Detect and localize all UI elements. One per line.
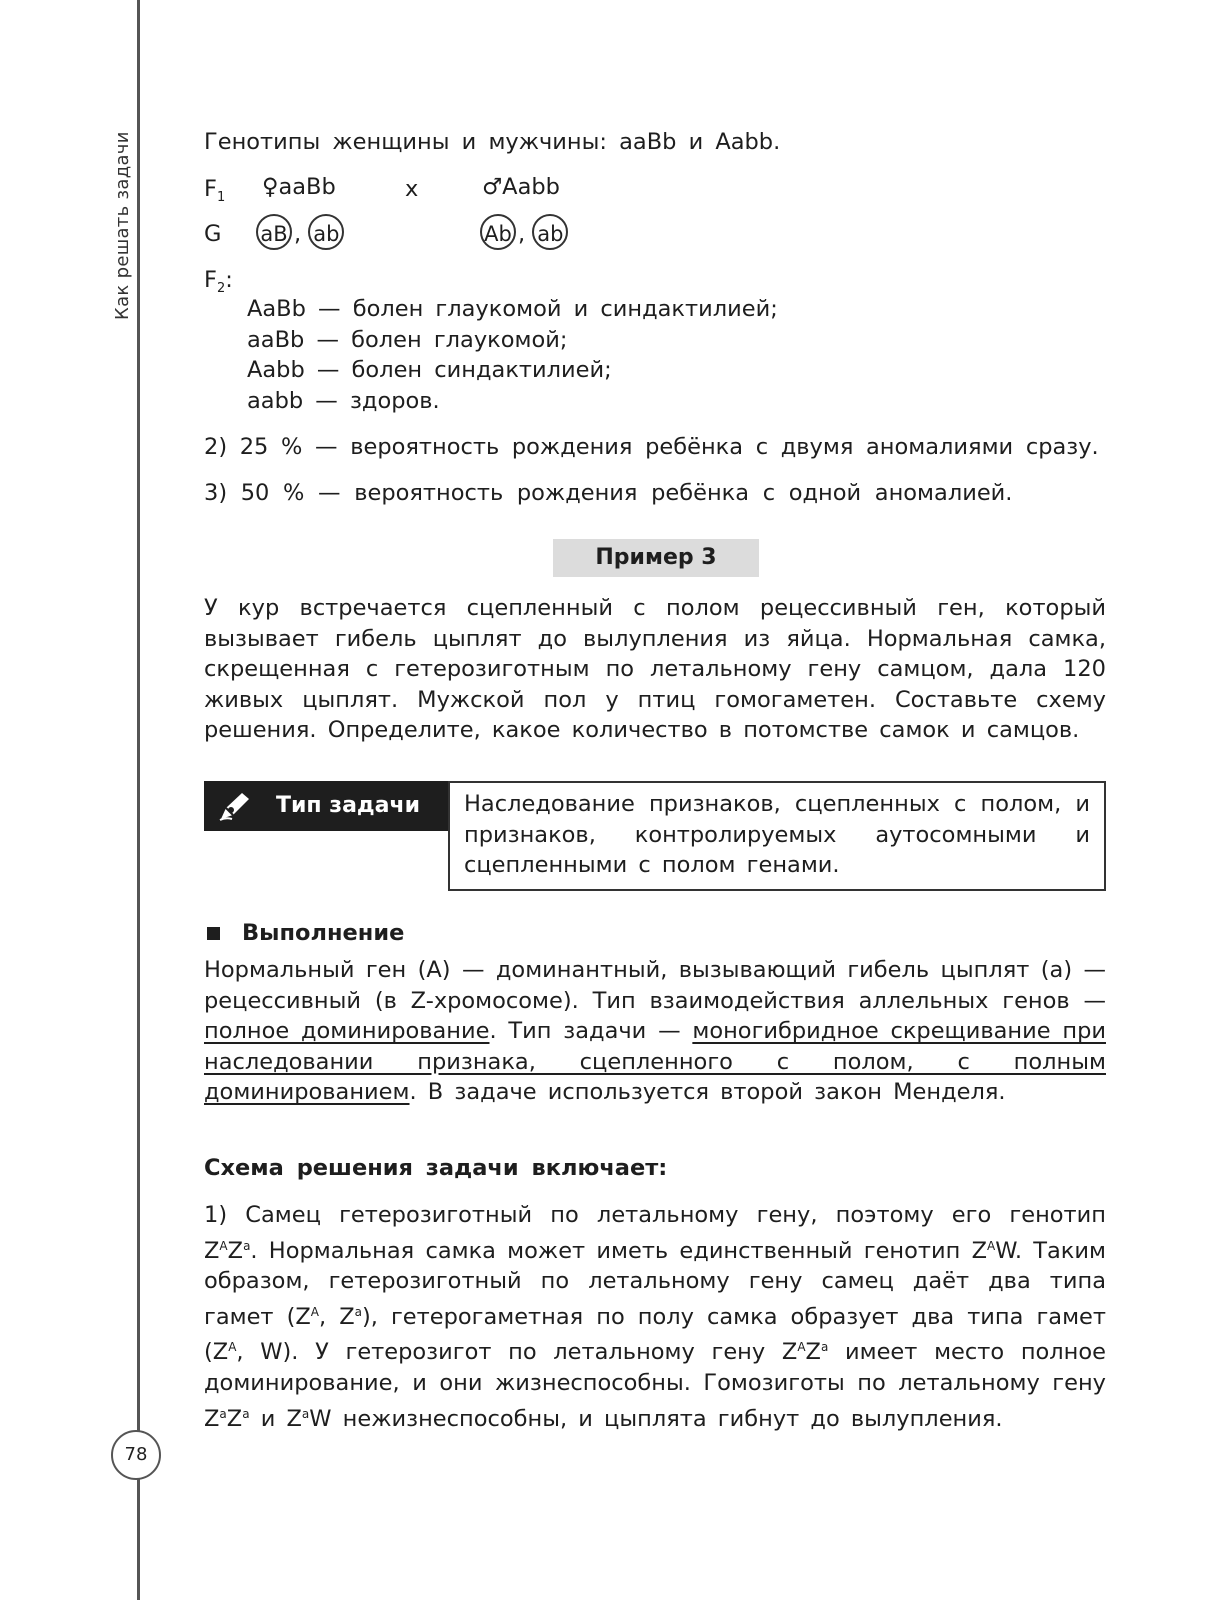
task-type-text: Наследование признаков, сцепленных с полом, и признаков, контролируемых аутосомными и сцепленными с полом генами. xyxy=(448,781,1106,891)
example-title: Пример 3 xyxy=(553,539,759,577)
male-gametes: Ab , ab xyxy=(480,214,570,254)
genotypes-line: Генотипы женщины и мужчины: aaBb и Aabb. xyxy=(204,129,781,155)
scheme-heading: Схема решения задачи включает: xyxy=(204,1155,668,1181)
gamete-circle: ab xyxy=(532,214,568,250)
side-section-title: Как решать задачи xyxy=(112,131,133,320)
offspring-line: AaBb — болен глаукомой и синдактилией; xyxy=(247,296,778,322)
section-bullet xyxy=(207,927,220,940)
margin-line xyxy=(137,0,140,1600)
answer-one-anomaly: 3) 50 % — вероятность рождения ребёнка с одной аномалией. xyxy=(204,480,1013,506)
problem-text: У кур встречается сцепленный с полом рецессивный ген, который вызывает гибель цыплят до вылупления из яйца. Нормальная самка, скрещенная с гетерозиготным по летальному гену самцом, дала 120 живых цыплят. Мужской пол у птиц гомогаметен. Составьте схему решения. Определите, какое количество в потомстве самок и самцов. xyxy=(204,595,1106,744)
gametes-label: G xyxy=(204,221,222,247)
gamete-circle: Ab xyxy=(480,214,516,250)
cross-sign: x xyxy=(405,176,419,202)
offspring-line: aaBb — болен глаукомой; xyxy=(247,327,568,353)
execution-text: Нормальный ген (А) — доминантный, вызывающий гибель цыплят (а) — рецессивный (в Z-хромосоме). Тип взаимодействия аллельных генов — полное доминирование. Тип задачи — моногибридное скрещивание при наследовании признака, сцепленного с полом, с полным доминированием. В задаче используется второй закон Менделя. xyxy=(204,957,1106,1106)
pen-icon xyxy=(218,790,252,822)
gamete-circle: ab xyxy=(308,214,344,250)
page-number: 78 xyxy=(111,1430,161,1480)
f2-label: $F_2$: xyxy=(204,267,233,296)
task-type-label: Тип задачи xyxy=(204,781,449,831)
f1-label: $F_1$ xyxy=(204,176,226,205)
scheme-step-1: 1) Самец гетерозиготный по летальному гену, поэтому его генотип $Z^AZ^a$. Нормальная самка может иметь единственный генотип $Z^AW$. Таким образом, гетерозиготный по летальному гену самец даёт два типа гамет ($Z^A$, $Z^a$), гетерогаметная по полу самка образует два типа гамет ($Z^A$, W). У гетерозигот по летальному гену $Z^AZ^a$ имеет место полное доминирование, и они жизнеспособны. Гомозиготы по летальному гену $Z^aZ^a$ и $Z^aW$ нежизнеспособны, и цыплята гибнут до вылупления. xyxy=(204,1202,1107,1432)
gamete-circle: aB xyxy=(256,214,292,250)
female-parent-genotype: ♀aaBb xyxy=(262,174,336,200)
offspring-line: aabb — здоров. xyxy=(247,388,440,414)
offspring-line: Aabb — болен синдактилией; xyxy=(247,357,612,383)
answer-two-anomalies: 2) 25 % — вероятность рождения ребёнка с двумя аномалиями сразу. xyxy=(204,434,1099,460)
male-parent-genotype: ♂Aabb xyxy=(482,174,560,200)
execution-heading: Выполнение xyxy=(242,920,405,946)
female-gametes: aB , ab xyxy=(256,214,346,254)
